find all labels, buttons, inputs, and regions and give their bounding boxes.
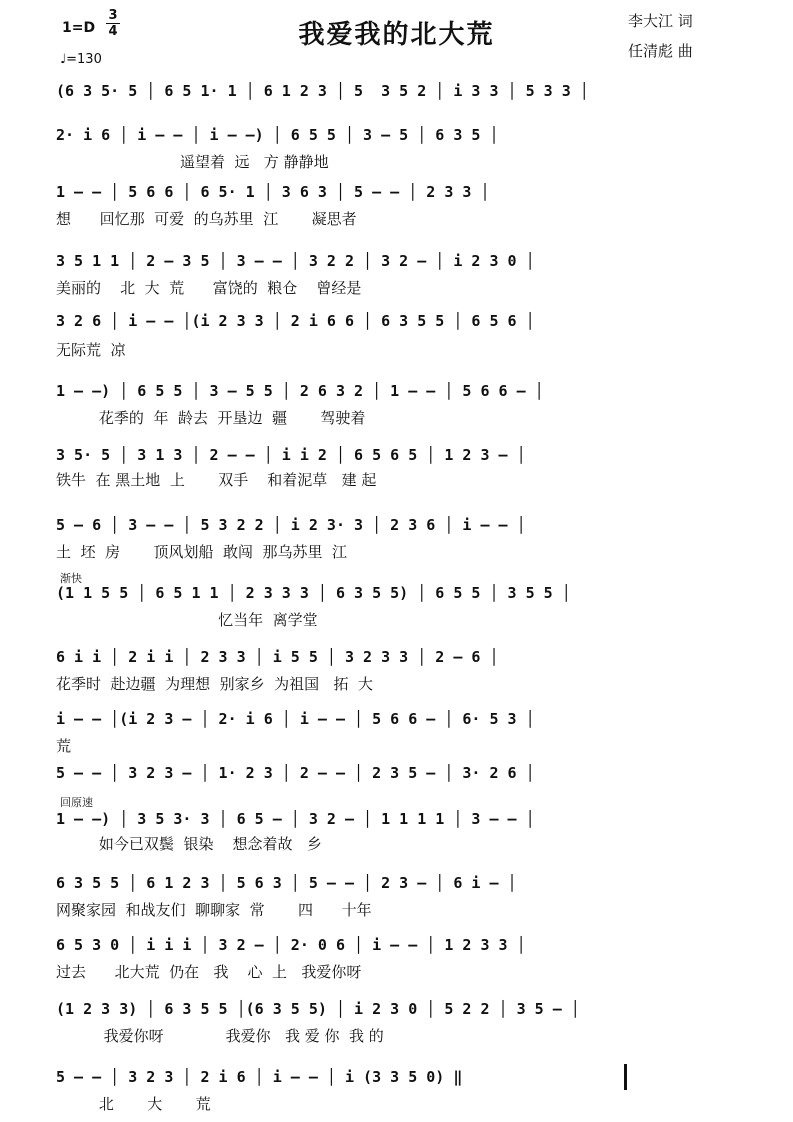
lyric-row: 想 回忆那 可爱 的乌苏里 江 凝思者 xyxy=(56,210,357,228)
time-signature-bottom: 4 xyxy=(108,24,118,39)
lyric-row: 忆当年 离学堂 xyxy=(56,611,318,629)
notation-row: 6 5 3 0 │ i i i │ 3 2 — │ 2· 0 6 │ i — — │ 1 2 3 3 │ xyxy=(56,936,526,954)
tempo-marking: ♩=130 xyxy=(60,52,102,67)
lyricist-credit: 李大江 词 xyxy=(628,12,693,30)
lyric-row: 荒 xyxy=(56,737,72,755)
gradual-accel-mark: 渐快 xyxy=(60,572,82,585)
notation-row: 6 i i │ 2 i i │ 2 3 3 │ i 5 5 │ 3 2 3 3 │ 2 — 6 │ xyxy=(56,648,499,666)
final-barline xyxy=(624,1064,627,1090)
lyric-row: 遥望着 远 方 静静地 xyxy=(56,153,329,171)
notation-row: 1 — —) │ 3 5 3· 3 │ 6 5 — │ 3 2 — │ 1 1 1 1 │ 3 — — │ xyxy=(56,810,535,828)
notation-row: 1 — —) │ 6 5 5 │ 3 — 5 5 │ 2 6 3 2 │ 1 — — │ 5 6 6 — │ xyxy=(56,382,544,400)
lyric-row: 花季的 年 龄去 开垦边 疆 驾驶着 xyxy=(56,409,366,427)
lyric-row: 北 大 荒 xyxy=(56,1095,211,1113)
notation-row: 1 — — │ 5 6 6 │ 6 5· 1 │ 3 6 3 │ 5 — — │ 2 3 3 │ xyxy=(56,183,490,201)
lyric-row: 美丽的 北 大 荒 富饶的 粮仓 曾经是 xyxy=(56,279,362,297)
notation-row: i — — │(i 2 3 — │ 2· i 6 │ i — — │ 5 6 6 — │ 6· 5 3 │ xyxy=(56,710,535,728)
time-signature-top: 3 xyxy=(108,8,118,23)
lyric-row: 花季时 赴边疆 为理想 别家乡 为祖国 拓 大 xyxy=(56,675,373,693)
lyric-row: 铁牛 在 黑土地 上 双手 和着泥草 建 起 xyxy=(56,471,377,489)
notation-row: (1 1 5 5 │ 6 5 1 1 │ 2 3 3 3 │ 6 3 5 5) │ 6 5 5 │ 3 5 5 │ xyxy=(56,584,571,602)
lyric-row: 过去 北大荒 仍在 我 心 上 我爱你呀 xyxy=(56,963,362,981)
lyric-row: 网聚家园 和战友们 聊聊家 常 四 十年 xyxy=(56,901,372,919)
notation-row: 6 3 5 5 │ 6 1 2 3 │ 5 6 3 │ 5 — — │ 2 3 — │ 6 i — │ xyxy=(56,874,517,892)
composer-credit: 任清彪 曲 xyxy=(628,42,693,60)
lyric-row xyxy=(56,104,756,124)
lyric-row: 无际荒 凉 xyxy=(56,341,126,359)
notation-row: 5 — 6 │ 3 — — │ 5 3 2 2 │ i 2 3· 3 │ 2 3 6 │ i — — │ xyxy=(56,516,526,534)
notation-row: (1 2 3 3) │ 6 3 5 5 │(6 3 5 5) │ i 2 3 0 │ 5 2 2 │ 3 5 — │ xyxy=(56,1000,580,1018)
notation-row: 5 — — │ 3 2 3 │ 2 i 6 │ i — — │ i (3 3 5 0) ‖ xyxy=(56,1068,463,1086)
lyric-row: 如今已双鬓 银染 想念着故 乡 xyxy=(56,835,322,853)
notation-row: 3 2 6 │ i — — │(i 2 3 3 │ 2 i 6 6 │ 6 3 5 5 │ 6 5 6 │ xyxy=(56,312,535,330)
notation-row: (6 3 5· 5 │ 6 5 1· 1 │ 6 1 2 3 │ 5 3 5 2 │ i 3 3 │ 5 3 3 │ xyxy=(56,82,589,100)
notation-row: 5 — — │ 3 2 3 — │ 1· 2 3 │ 2 — — │ 2 3 5 — │ 3· 2 6 │ xyxy=(56,764,535,782)
lyric-row: 土 坯 房 顶风划船 敢闯 那乌苏里 江 xyxy=(56,543,348,561)
time-signature xyxy=(106,8,120,39)
lyric-row: 我爱你呀 我爱你 我 爱 你 我 的 xyxy=(56,1027,384,1045)
notation-row: 3 5· 5 │ 3 1 3 │ 2 — — │ i i 2 │ 6 5 6 5 │ 1 2 3 — │ xyxy=(56,446,526,464)
notation-row: 2· i 6 │ i — — │ i — —) │ 6 5 5 │ 3 — 5 │ 6 3 5 │ xyxy=(56,126,499,144)
a-tempo-mark: 回原速 xyxy=(60,796,93,809)
song-title: 我爱我的北大荒 xyxy=(298,20,495,50)
notation-row: 3 5 1 1 │ 2 — 3 5 │ 3 — — │ 3 2 2 │ 3 2 — │ i 2 3 0 │ xyxy=(56,252,535,270)
key-signature: 1=D xyxy=(62,20,96,36)
